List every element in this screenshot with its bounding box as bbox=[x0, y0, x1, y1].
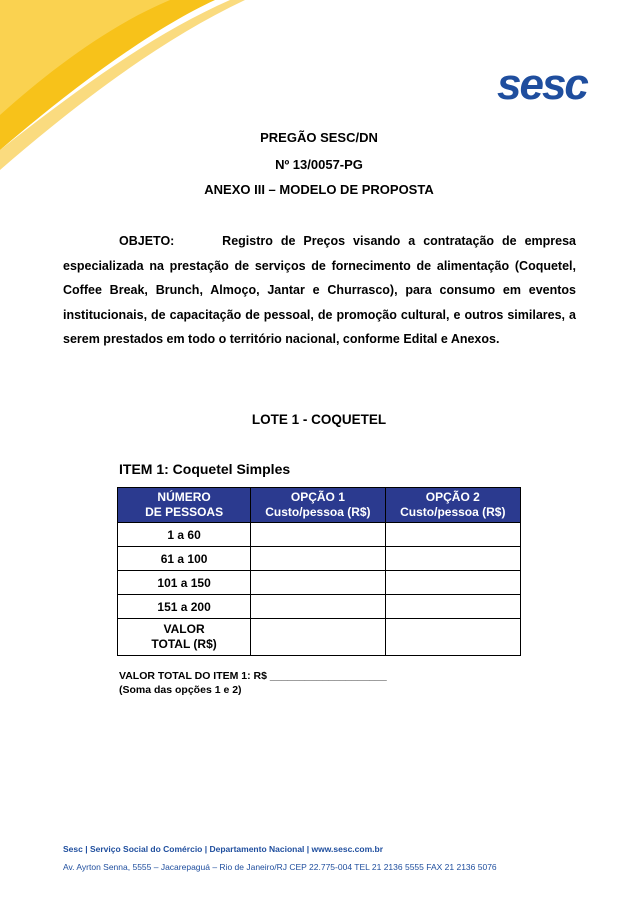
table-header-row bbox=[118, 488, 521, 523]
header-opcao-2: OPÇÃO 2 Custo/pessoa (R$) bbox=[385, 488, 520, 523]
header-opcao-1: OPÇÃO 1 Custo/pessoa (R$) bbox=[251, 488, 385, 523]
table-row bbox=[118, 595, 521, 619]
row-label: 61 a 100 bbox=[118, 547, 251, 571]
opcao-1-cell[interactable] bbox=[251, 523, 385, 547]
table-row bbox=[118, 547, 521, 571]
row-label: 101 a 150 bbox=[118, 571, 251, 595]
lote-title: LOTE 1 - COQUETEL bbox=[251, 412, 387, 427]
footer-org-line: Sesc | Serviço Social do Comércio | Departamento Nacional | www.sesc.com.br bbox=[63, 844, 384, 854]
total-opcao-2-cell[interactable] bbox=[385, 619, 520, 656]
row-label: 151 a 200 bbox=[118, 595, 251, 619]
pregao-title: PREGÃO SESC/DN bbox=[260, 130, 378, 145]
pregao-number: Nº 13/0057-PG bbox=[275, 157, 363, 172]
total-label: VALOR TOTAL (R$) bbox=[118, 619, 251, 656]
opcao-1-cell[interactable] bbox=[251, 547, 385, 571]
item-title: ITEM 1: Coquetel Simples bbox=[119, 461, 291, 477]
objeto-paragraph bbox=[63, 229, 576, 352]
soma-note: (Soma das opções 1 e 2) bbox=[119, 684, 242, 696]
opcao-2-cell[interactable] bbox=[385, 595, 520, 619]
table-row bbox=[118, 523, 521, 547]
footer-address-line: Av. Ayrton Senna, 5555 – Jacarepaguá – Rio de Janeiro/RJ CEP 22.775-004 TEL 21 2136 5555 FAX 21 2136 5076 bbox=[63, 862, 497, 872]
total-opcao-1-cell[interactable] bbox=[251, 619, 385, 656]
anexo-title: ANEXO III – MODELO DE PROPOSTA bbox=[204, 182, 434, 197]
opcao-2-cell[interactable] bbox=[385, 571, 520, 595]
sesc-logo: sesc bbox=[497, 60, 587, 109]
footer bbox=[63, 840, 497, 876]
table-row bbox=[118, 571, 521, 595]
objeto-text: Registro de Preços visando a contratação de empresa especializada na prestação de serviços de fornecimento de alimentação (Coquetel, Coffee Break, Brunch, Almoço, Jantar e Churrasco), para consumo em eventos institucionais, de capacitação de pessoal, de promoção cultural, e outros similares, a serem prestados em todo o território nacional, conforme Edital e Anexos. bbox=[63, 234, 576, 346]
objeto-label: OBJETO: bbox=[119, 234, 175, 248]
opcao-1-cell[interactable] bbox=[251, 595, 385, 619]
table-total-row bbox=[118, 619, 521, 656]
price-table bbox=[117, 487, 521, 656]
opcao-2-cell[interactable] bbox=[385, 547, 520, 571]
valor-total-line: VALOR TOTAL DO ITEM 1: R$ ____________________ bbox=[119, 670, 387, 682]
valor-total-block bbox=[119, 669, 387, 697]
opcao-2-cell[interactable] bbox=[385, 523, 520, 547]
header-numero-pessoas: NÚMERO DE PESSOAS bbox=[118, 488, 251, 523]
opcao-1-cell[interactable] bbox=[251, 571, 385, 595]
row-label: 1 a 60 bbox=[118, 523, 251, 547]
